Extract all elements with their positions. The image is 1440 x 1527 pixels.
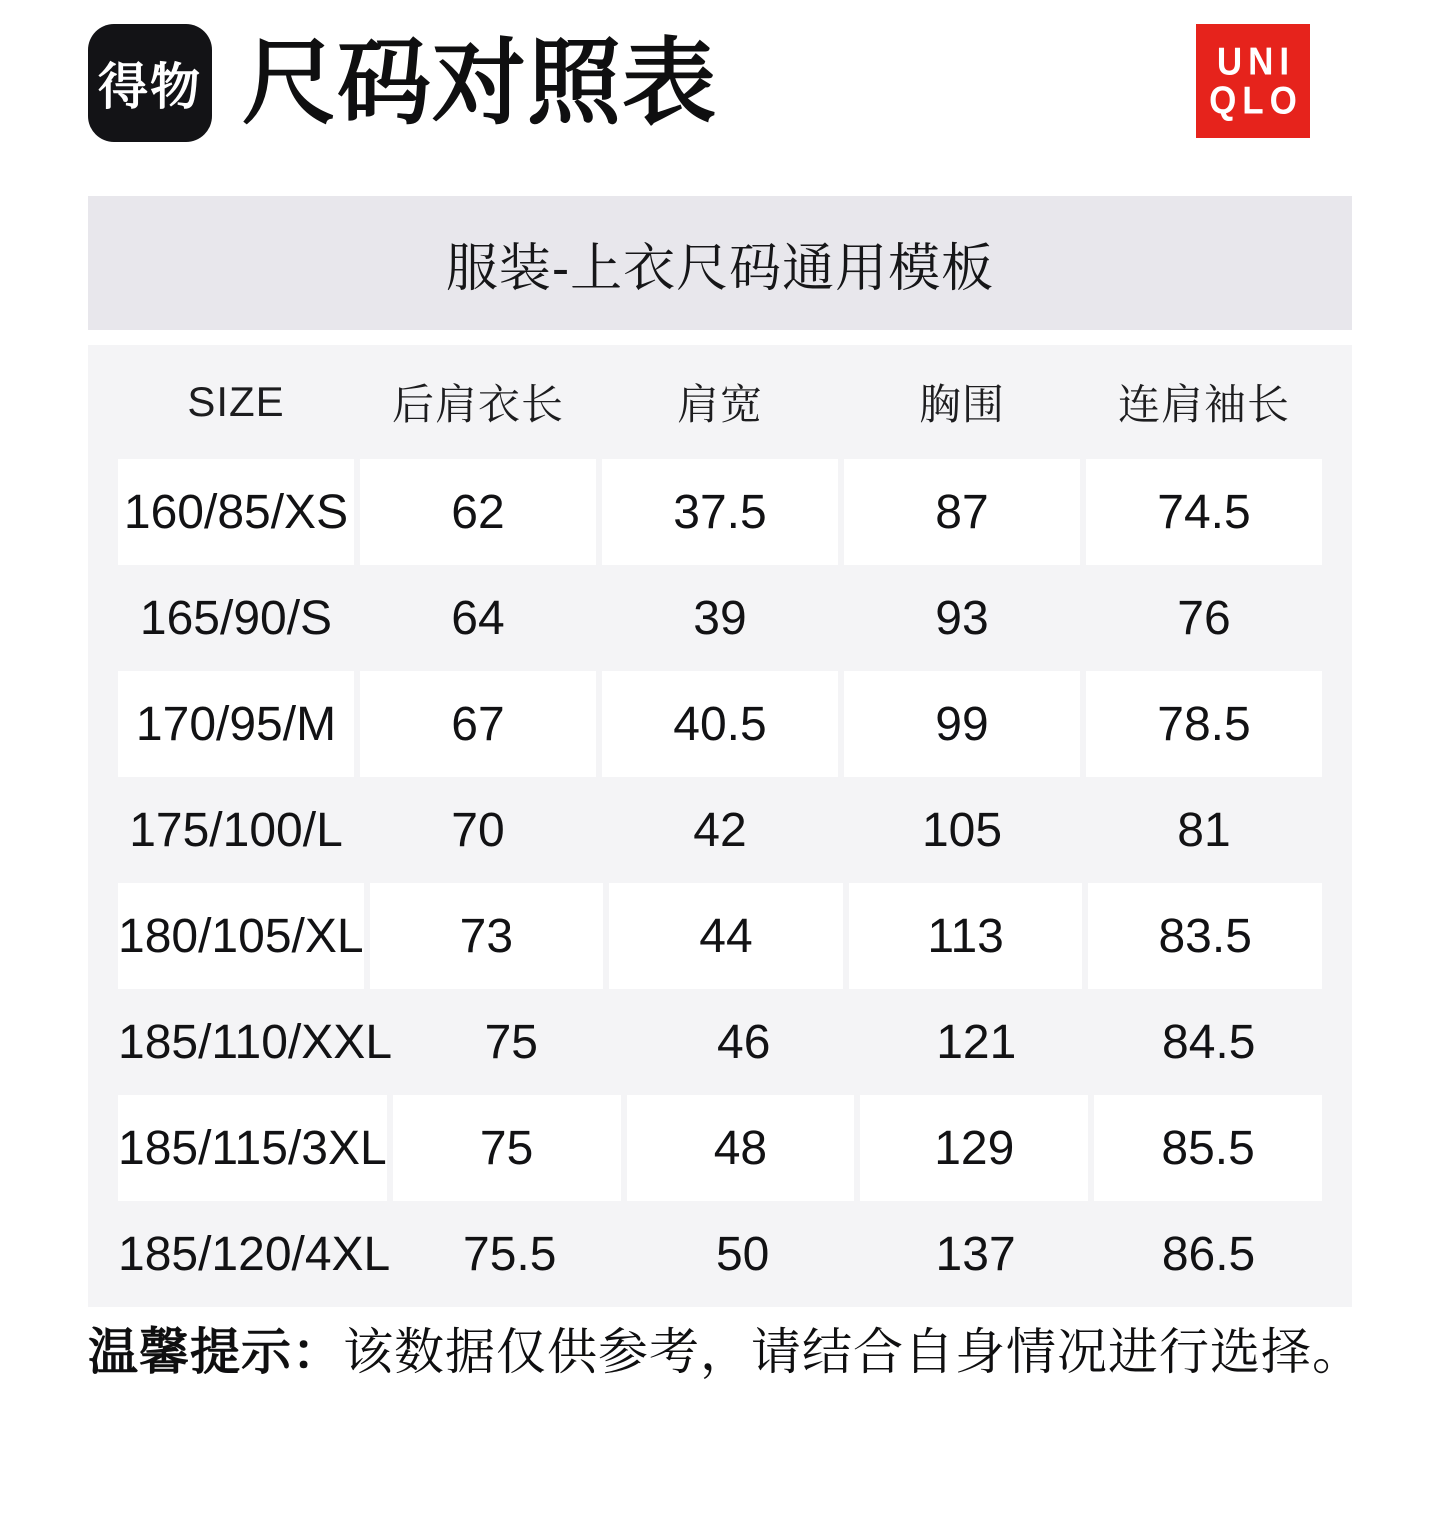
table-cell: 37.5 xyxy=(602,459,838,565)
uniqlo-logo xyxy=(1196,24,1310,138)
table-cell: 105 xyxy=(921,803,1003,857)
table-cell: 50 xyxy=(715,1227,770,1281)
table-row xyxy=(118,1201,1322,1307)
table-row xyxy=(118,1095,1322,1201)
uniqlo-logo-line1: UNI xyxy=(1216,39,1296,84)
template-banner-text: 服装-上衣尺码通用模板 xyxy=(445,239,995,298)
table-cell: 185/110/XXL xyxy=(118,1015,393,1069)
table-cell: 39 xyxy=(693,591,747,645)
table-cell: 83.5 xyxy=(1088,883,1322,989)
table-cell: 48 xyxy=(627,1095,855,1201)
footer-note xyxy=(88,1320,1388,1385)
table-header-row xyxy=(118,345,1322,459)
table-cell: 75 xyxy=(484,1015,538,1069)
column-header: SIZE xyxy=(187,378,285,425)
table-cell: 129 xyxy=(860,1095,1088,1201)
dewu-logo-text: 得物 xyxy=(98,59,202,115)
column-header: 连肩袖长 xyxy=(1117,381,1290,428)
table-cell: 87 xyxy=(844,459,1080,565)
footer-note-label: 温馨提示： xyxy=(88,1324,343,1380)
table-body xyxy=(118,459,1322,1307)
table-cell: 40.5 xyxy=(602,671,838,777)
column-header: 肩宽 xyxy=(676,381,763,428)
table-cell: 74.5 xyxy=(1086,459,1322,565)
table-row xyxy=(118,883,1322,989)
table-row xyxy=(118,777,1322,883)
table-row xyxy=(118,671,1322,777)
table-cell: 85.5 xyxy=(1094,1095,1322,1201)
table-cell: 113 xyxy=(849,883,1083,989)
table-cell: 67 xyxy=(360,671,596,777)
table-cell: 78.5 xyxy=(1086,671,1322,777)
page-header xyxy=(88,24,1310,142)
table-cell: 44 xyxy=(609,883,843,989)
table-cell: 75 xyxy=(393,1095,621,1201)
table-cell: 185/120/4XL xyxy=(118,1227,391,1281)
table-cell: 70 xyxy=(451,803,505,857)
table-cell: 185/115/3XL xyxy=(118,1095,387,1201)
table-cell: 93 xyxy=(935,591,989,645)
table-cell: 121 xyxy=(936,1015,1017,1069)
table-row xyxy=(118,459,1322,565)
uniqlo-logo-line2: QLO xyxy=(1209,78,1303,123)
footer-note-text: 该数据仅供参考，请结合自身情况进行选择。 xyxy=(343,1324,1363,1380)
table-cell: 84.5 xyxy=(1162,1015,1256,1069)
table-cell: 99 xyxy=(844,671,1080,777)
table-row xyxy=(118,989,1322,1095)
table-cell: 75.5 xyxy=(463,1227,557,1281)
table-cell: 46 xyxy=(717,1015,771,1069)
table-cell: 175/100/L xyxy=(129,803,343,857)
column-header: 胸围 xyxy=(918,381,1005,428)
table-cell: 42 xyxy=(693,803,747,857)
table-cell: 180/105/XL xyxy=(118,883,364,989)
table-cell: 76 xyxy=(1177,591,1231,645)
table-row xyxy=(118,565,1322,671)
table-cell: 62 xyxy=(360,459,596,565)
table-cell: 64 xyxy=(451,591,505,645)
table-cell: 165/90/S xyxy=(139,591,333,645)
dewu-logo xyxy=(88,24,212,142)
table-cell: 137 xyxy=(935,1227,1016,1281)
table-cell: 170/95/M xyxy=(118,671,354,777)
table-cell: 73 xyxy=(370,883,604,989)
page-title: 尺码对照表 xyxy=(242,30,718,135)
size-table xyxy=(88,345,1352,1307)
template-banner xyxy=(88,196,1352,330)
table-cell: 86.5 xyxy=(1161,1227,1256,1281)
column-header: 后肩衣长 xyxy=(391,381,564,428)
table-cell: 160/85/XS xyxy=(118,459,354,565)
table-cell: 81 xyxy=(1177,803,1231,857)
